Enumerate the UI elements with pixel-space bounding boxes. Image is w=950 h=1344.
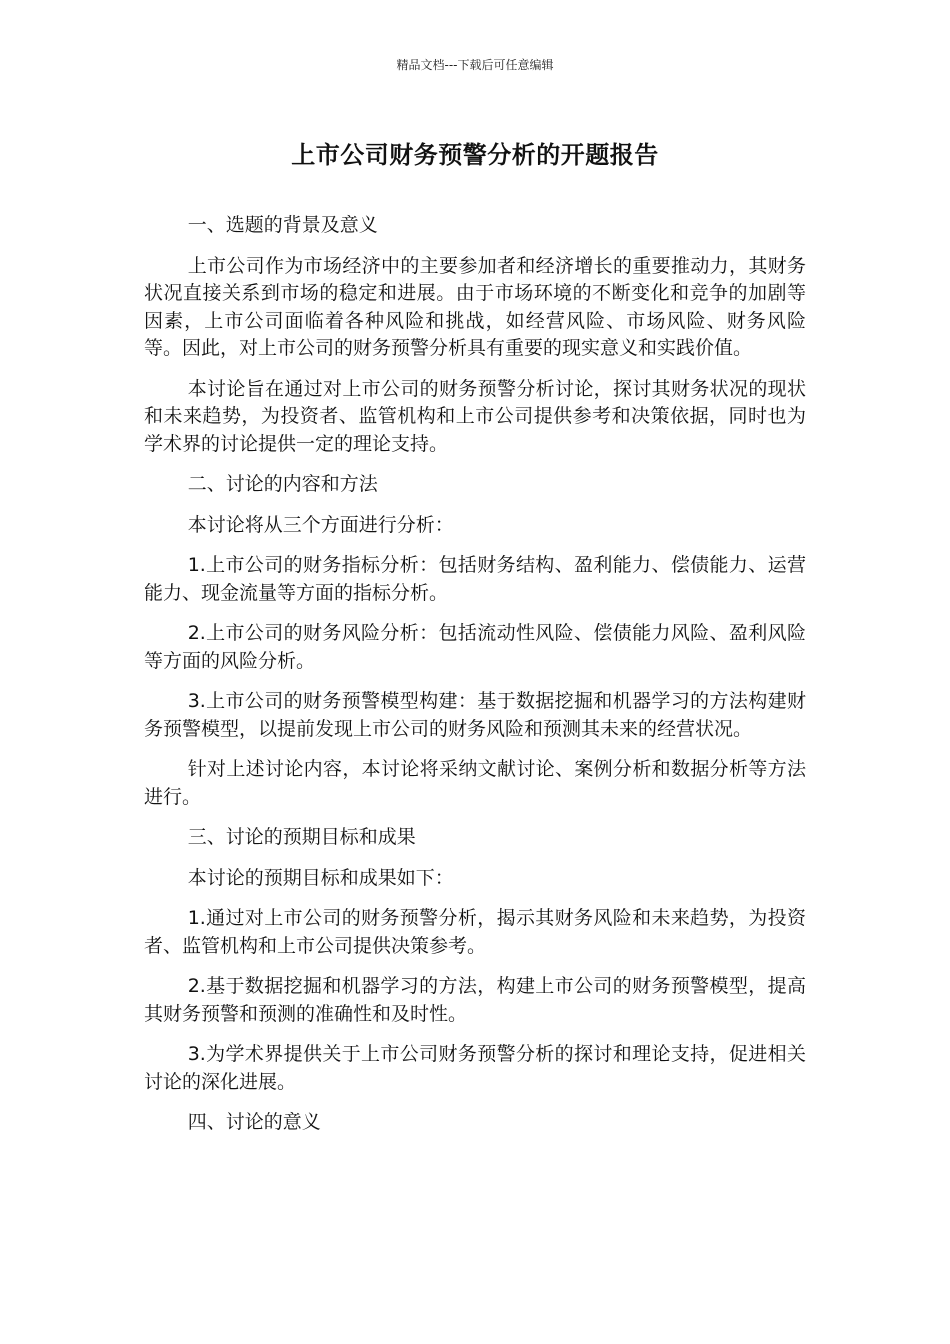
document-body (144, 212, 806, 1150)
paragraph-background: 上市公司作为市场经济中的主要参加者和经济增长的重要推动力，其财务状况直接关系到市场的稳定和进展。由于市场环境的不断变化和竞争的加剧等因素，上市公司面临着各种风险和挑战，如经营风险、市场风险、财务风险等。因此，对上市公司的财务预警分析具有重要的现实意义和实践价值。 (144, 254, 806, 359)
list-item-goal-3: 3.为学术界提供关于上市公司财务预警分析的探讨和理论支持，促进相关讨论的深化进展。 (144, 1043, 806, 1093)
paragraph-goals-intro: 本讨论的预期目标和成果如下： (187, 866, 454, 889)
list-item-indicator-analysis: 1.上市公司的财务指标分析：包括财务结构、盈利能力、偿债能力、运营能力、现金流量等方面的指标分析。 (144, 554, 806, 604)
section-heading-background: 一、选题的背景及意义 (187, 214, 378, 236)
list-item-goal-1: 1.通过对上市公司的财务预警分析，揭示其财务风险和未来趋势，为投资者、监管机构和上市公司提供决策参考。 (144, 907, 806, 957)
document-title: 上市公司财务预警分析的开题报告 (291, 141, 659, 169)
section-heading-goals: 三、讨论的预期目标和成果 (187, 826, 416, 848)
list-item-risk-analysis: 2.上市公司的财务风险分析：包括流动性风险、偿债能力风险、盈利风险等方面的风险分析。 (144, 622, 806, 672)
section-heading-significance: 四、讨论的意义 (187, 1111, 321, 1133)
paragraph-methods: 针对上述讨论内容，本讨论将采纳文献讨论、案例分析和数据分析等方法进行。 (144, 758, 806, 808)
page-header-watermark: 精品文档---下载后可任意编辑 (396, 58, 554, 72)
paragraph-purpose: 本讨论旨在通过对上市公司的财务预警分析讨论，探讨其财务状况的现状和未来趋势，为投资者、监管机构和上市公司提供参考和决策依据，同时也为学术界的讨论提供一定的理论支持。 (144, 377, 806, 455)
list-item-model-construction: 3.上市公司的财务预警模型构建：基于数据挖掘和机器学习的方法构建财务预警模型，以提前发现上市公司的财务风险和预测其未来的经营状况。 (144, 690, 806, 740)
list-item-goal-2: 2.基于数据挖掘和机器学习的方法，构建上市公司的财务预警模型，提高其财务预警和预测的准确性和及时性。 (144, 975, 806, 1025)
paragraph-content-intro: 本讨论将从三个方面进行分析： (187, 513, 454, 536)
section-heading-content-method: 二、讨论的内容和方法 (187, 473, 378, 495)
